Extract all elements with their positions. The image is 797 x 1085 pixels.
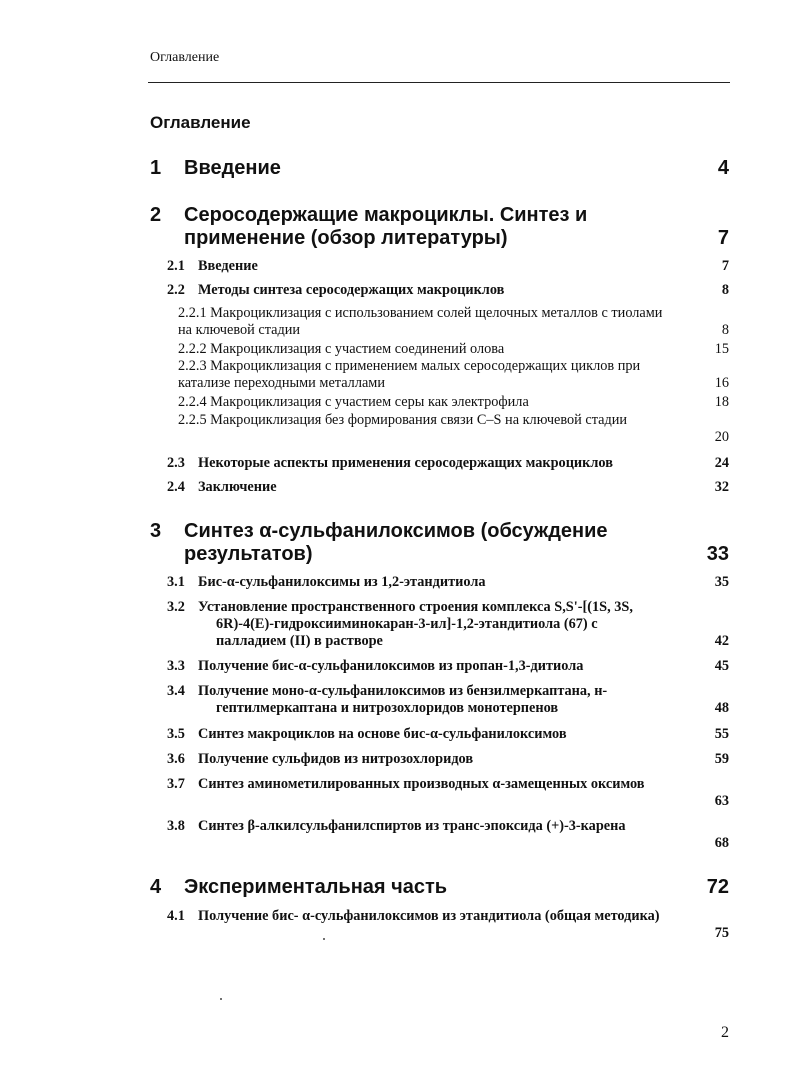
page-number: 2 xyxy=(721,1024,729,1041)
section-number: 2.3 xyxy=(167,455,185,471)
header-rule xyxy=(148,82,730,83)
section-page: 35 xyxy=(714,574,729,590)
toc-subsection-2-2-5[interactable] xyxy=(178,412,729,446)
chapter-number: 2 xyxy=(150,204,162,226)
toc-chapter-3[interactable] xyxy=(150,520,729,566)
section-title: Синтез аминометилированных производных α-замещенных оксимов xyxy=(198,776,645,792)
section-page: 75 xyxy=(714,925,729,941)
section-number: 2.1 xyxy=(167,258,185,274)
chapter-title: Экспериментальная часть xyxy=(184,876,448,898)
section-title: Некоторые аспекты применения серосодержащих макроциклов xyxy=(198,455,613,471)
section-title: Получение моно-α-сульфанилоксимов из бензилмеркаптана, н-гептилмеркаптана и нитрозохлоридов монотерпенов xyxy=(198,683,608,716)
toc-subsection-2-2-3[interactable] xyxy=(178,358,729,392)
section-number: 3.7 xyxy=(167,776,185,792)
section-page: 42 xyxy=(714,633,729,649)
section-title: Синтез макроциклов на основе бис-α-сульфанилоксимов xyxy=(198,726,567,742)
section-page: 45 xyxy=(714,658,729,674)
section-number: 3.1 xyxy=(167,574,185,590)
chapter-number: 4 xyxy=(150,876,162,898)
section-title: Заключение xyxy=(198,479,277,495)
section-number: 3.2 xyxy=(167,599,185,615)
section-number: 3.3 xyxy=(167,658,185,674)
subsection-page: 18 xyxy=(714,394,729,410)
section-number: 3.5 xyxy=(167,726,185,742)
subsection-page: 20 xyxy=(714,429,729,445)
subsection-title: 2.2.2 Макроциклизация с участием соединений олова xyxy=(178,341,505,357)
section-title: Синтез β-алкилсульфанилспиртов из транс-эпоксида (+)-3-карена xyxy=(198,818,626,834)
section-page: 24 xyxy=(714,455,729,471)
chapter-page: 7 xyxy=(717,227,729,249)
section-title: Получение бис- α-сульфанилоксимов из этандитиола (общая методика) xyxy=(198,908,660,924)
toc-chapter-2[interactable] xyxy=(150,204,729,250)
subsection-title: 2.2.4 Макроциклизация с участием серы как электрофила xyxy=(178,394,529,410)
toc-subsection-2-2-1[interactable] xyxy=(178,305,729,339)
section-number: 2.4 xyxy=(167,479,185,495)
section-page: 59 xyxy=(714,751,729,767)
section-page: 63 xyxy=(714,793,729,809)
toc-section-4-1[interactable] xyxy=(167,908,729,942)
toc-title: Оглавление xyxy=(150,113,251,132)
section-page: 32 xyxy=(714,479,729,495)
subsection-page: 16 xyxy=(714,375,729,391)
subsection-page: 8 xyxy=(721,322,729,338)
section-number: 2.2 xyxy=(167,282,185,298)
chapter-number: 1 xyxy=(150,157,162,179)
section-number: 4.1 xyxy=(167,908,185,924)
section-title: Получение бис-α-сульфанилоксимов из пропан-1,3-дитиола xyxy=(198,658,584,674)
section-page: 7 xyxy=(721,258,729,274)
chapter-title: Введение xyxy=(184,157,281,179)
section-number: 3.4 xyxy=(167,683,185,699)
chapter-page: 33 xyxy=(706,543,729,565)
section-title: Установление пространственного строения комплекса S,S'-[(1S, 3S, 6R)-4(E)-гидроксииминокаран-3-ил]-1,2-этандитиола (67) с палладием (II) в растворе xyxy=(198,599,633,649)
toc-section-3-8[interactable] xyxy=(167,818,729,852)
subsection-title: 2.2.5 Макроциклизация без формирования связи C–S на ключевой стадии xyxy=(178,412,628,428)
section-page: 8 xyxy=(721,282,729,298)
toc-section-3-2[interactable] xyxy=(167,599,729,650)
subsection-title: 2.2.1 Макроциклизация с использованием солей щелочных металлов с тиолами на ключевой стадии xyxy=(178,305,663,338)
section-title: Получение сульфидов из нитрозохлоридов xyxy=(198,751,474,767)
chapter-title: Серосодержащие макроциклы. Синтез и применение (обзор литературы) xyxy=(184,204,588,249)
section-page: 68 xyxy=(714,835,729,851)
toc-section-3-4[interactable] xyxy=(167,683,729,717)
running-header: Оглавление xyxy=(150,50,220,65)
section-page: 55 xyxy=(714,726,729,742)
section-page: 48 xyxy=(714,700,729,716)
section-number: 3.8 xyxy=(167,818,185,834)
section-title: Бис-α-сульфанилоксимы из 1,2-этандитиола xyxy=(198,574,486,590)
chapter-title: Синтез α-сульфанилоксимов (обсуждение результатов) xyxy=(184,520,608,565)
section-title: Введение xyxy=(198,258,258,274)
scan-speck xyxy=(220,998,222,1000)
subsection-page: 15 xyxy=(714,341,729,357)
chapter-number: 3 xyxy=(150,520,162,542)
scan-speck xyxy=(323,938,325,940)
section-number: 3.6 xyxy=(167,751,185,767)
chapter-page: 4 xyxy=(717,157,729,179)
section-title: Методы синтеза серосодержащих макроциклов xyxy=(198,282,505,298)
subsection-title: 2.2.3 Макроциклизация с применением малых серосодержащих циклов при катализе переходными металлами xyxy=(178,358,641,391)
toc-section-3-7[interactable] xyxy=(167,776,729,810)
chapter-page: 72 xyxy=(706,876,729,898)
